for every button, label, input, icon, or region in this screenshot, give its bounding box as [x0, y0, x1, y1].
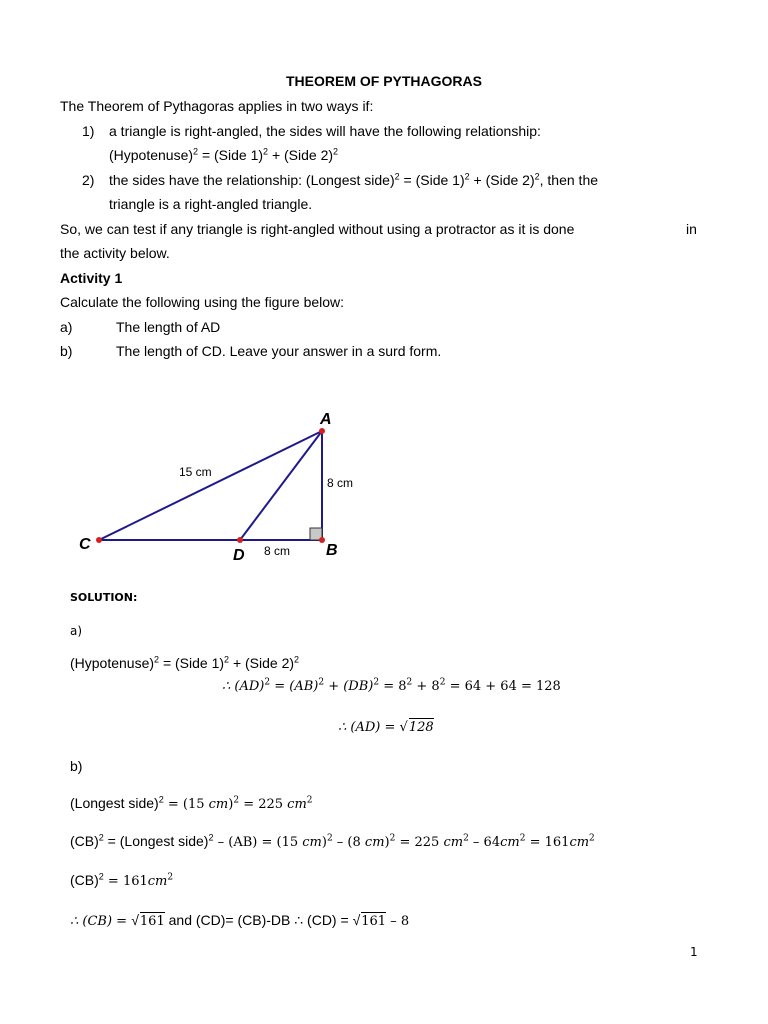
- paragraph-line: So, we can test if any triangle is right-angled without using a protractor as it is done: [60, 221, 575, 237]
- label-a: A: [320, 411, 332, 428]
- label-d: D: [233, 547, 245, 564]
- activity-heading: Activity 1: [60, 270, 123, 286]
- list-item-number: 2): [82, 172, 95, 188]
- measure-ca: 15 cm: [179, 465, 212, 479]
- point-c: [96, 537, 102, 543]
- measure-db: 8 cm: [264, 544, 291, 558]
- intro-text: The Theorem of Pythagoras applies in two ways if:: [60, 98, 374, 114]
- task-label: b): [60, 343, 73, 359]
- page-number: 1: [690, 945, 698, 959]
- equation-longest-side: (Longest side)$^2$ = (15 cm)$^2$ = 225 $cm^2$: [70, 794, 313, 812]
- formula-hypotenuse: (Hypotenuse)$^2$ = (Side 1)$^2$ + (Side 2)$^2$: [109, 146, 339, 163]
- list-item-number: 1): [82, 123, 95, 139]
- measure-ab: 8 cm: [327, 476, 354, 490]
- task-text: The length of AD: [116, 319, 221, 335]
- page-title: THEOREM OF PYTHAGORAS: [285, 73, 482, 89]
- list-item-continuation: triangle is a right-angled triangle.: [109, 196, 313, 212]
- task-text: The length of CD. Leave your answer in a surd form.: [116, 343, 442, 359]
- paragraph-word: in: [686, 221, 697, 237]
- activity-intro: Calculate the following using the figure below:: [60, 294, 345, 310]
- line-ca: [99, 431, 322, 540]
- label-b: B: [326, 542, 338, 559]
- equation-cd: ∴ (CB) = √161 and (CD)= (CB)-DB ∴ (CD) = √161 – 8: [70, 912, 410, 929]
- label-c: C: [79, 536, 91, 553]
- solution-formula: (Hypotenuse)$^2$ = (Side 1)$^2$ + (Side 2)$^2$: [70, 654, 300, 671]
- task-label: a): [60, 319, 73, 335]
- point-b: [319, 537, 325, 543]
- solution-heading: SOLUTION:: [70, 591, 138, 604]
- part-a-label: a): [70, 624, 83, 638]
- equation-ad-squared: ∴ $(AD)^2 = (AB)^2 + (DB)^2 = 8^2 + 8^2 = 64 + 64 = 128$: [222, 677, 561, 694]
- point-a: [319, 428, 325, 434]
- paragraph-line: the activity below.: [60, 245, 170, 261]
- part-b-label: b): [70, 758, 83, 774]
- equation-ad: ∴ (AD) = √128: [338, 720, 434, 735]
- equation-cb-squared: (CB)$^2$ = (Longest side)$^2$ – (AB) = (15 cm)$^2$ – (8 cm)$^2$ = 225 $cm^2 - 64cm^2 = 161cm^2$: [70, 832, 595, 850]
- point-d: [237, 537, 243, 543]
- list-item-text: the sides have the relationship: (Longest side)$^2$ = (Side 1)$^2$ + (Side 2)$^2$, then the: [109, 171, 599, 188]
- list-item-text: a triangle is right-angled, the sides will have the following relationship:: [109, 123, 541, 139]
- line-ad: [240, 431, 322, 540]
- equation-cb-result: $(CB)^2 = 161cm^2$: [70, 871, 174, 889]
